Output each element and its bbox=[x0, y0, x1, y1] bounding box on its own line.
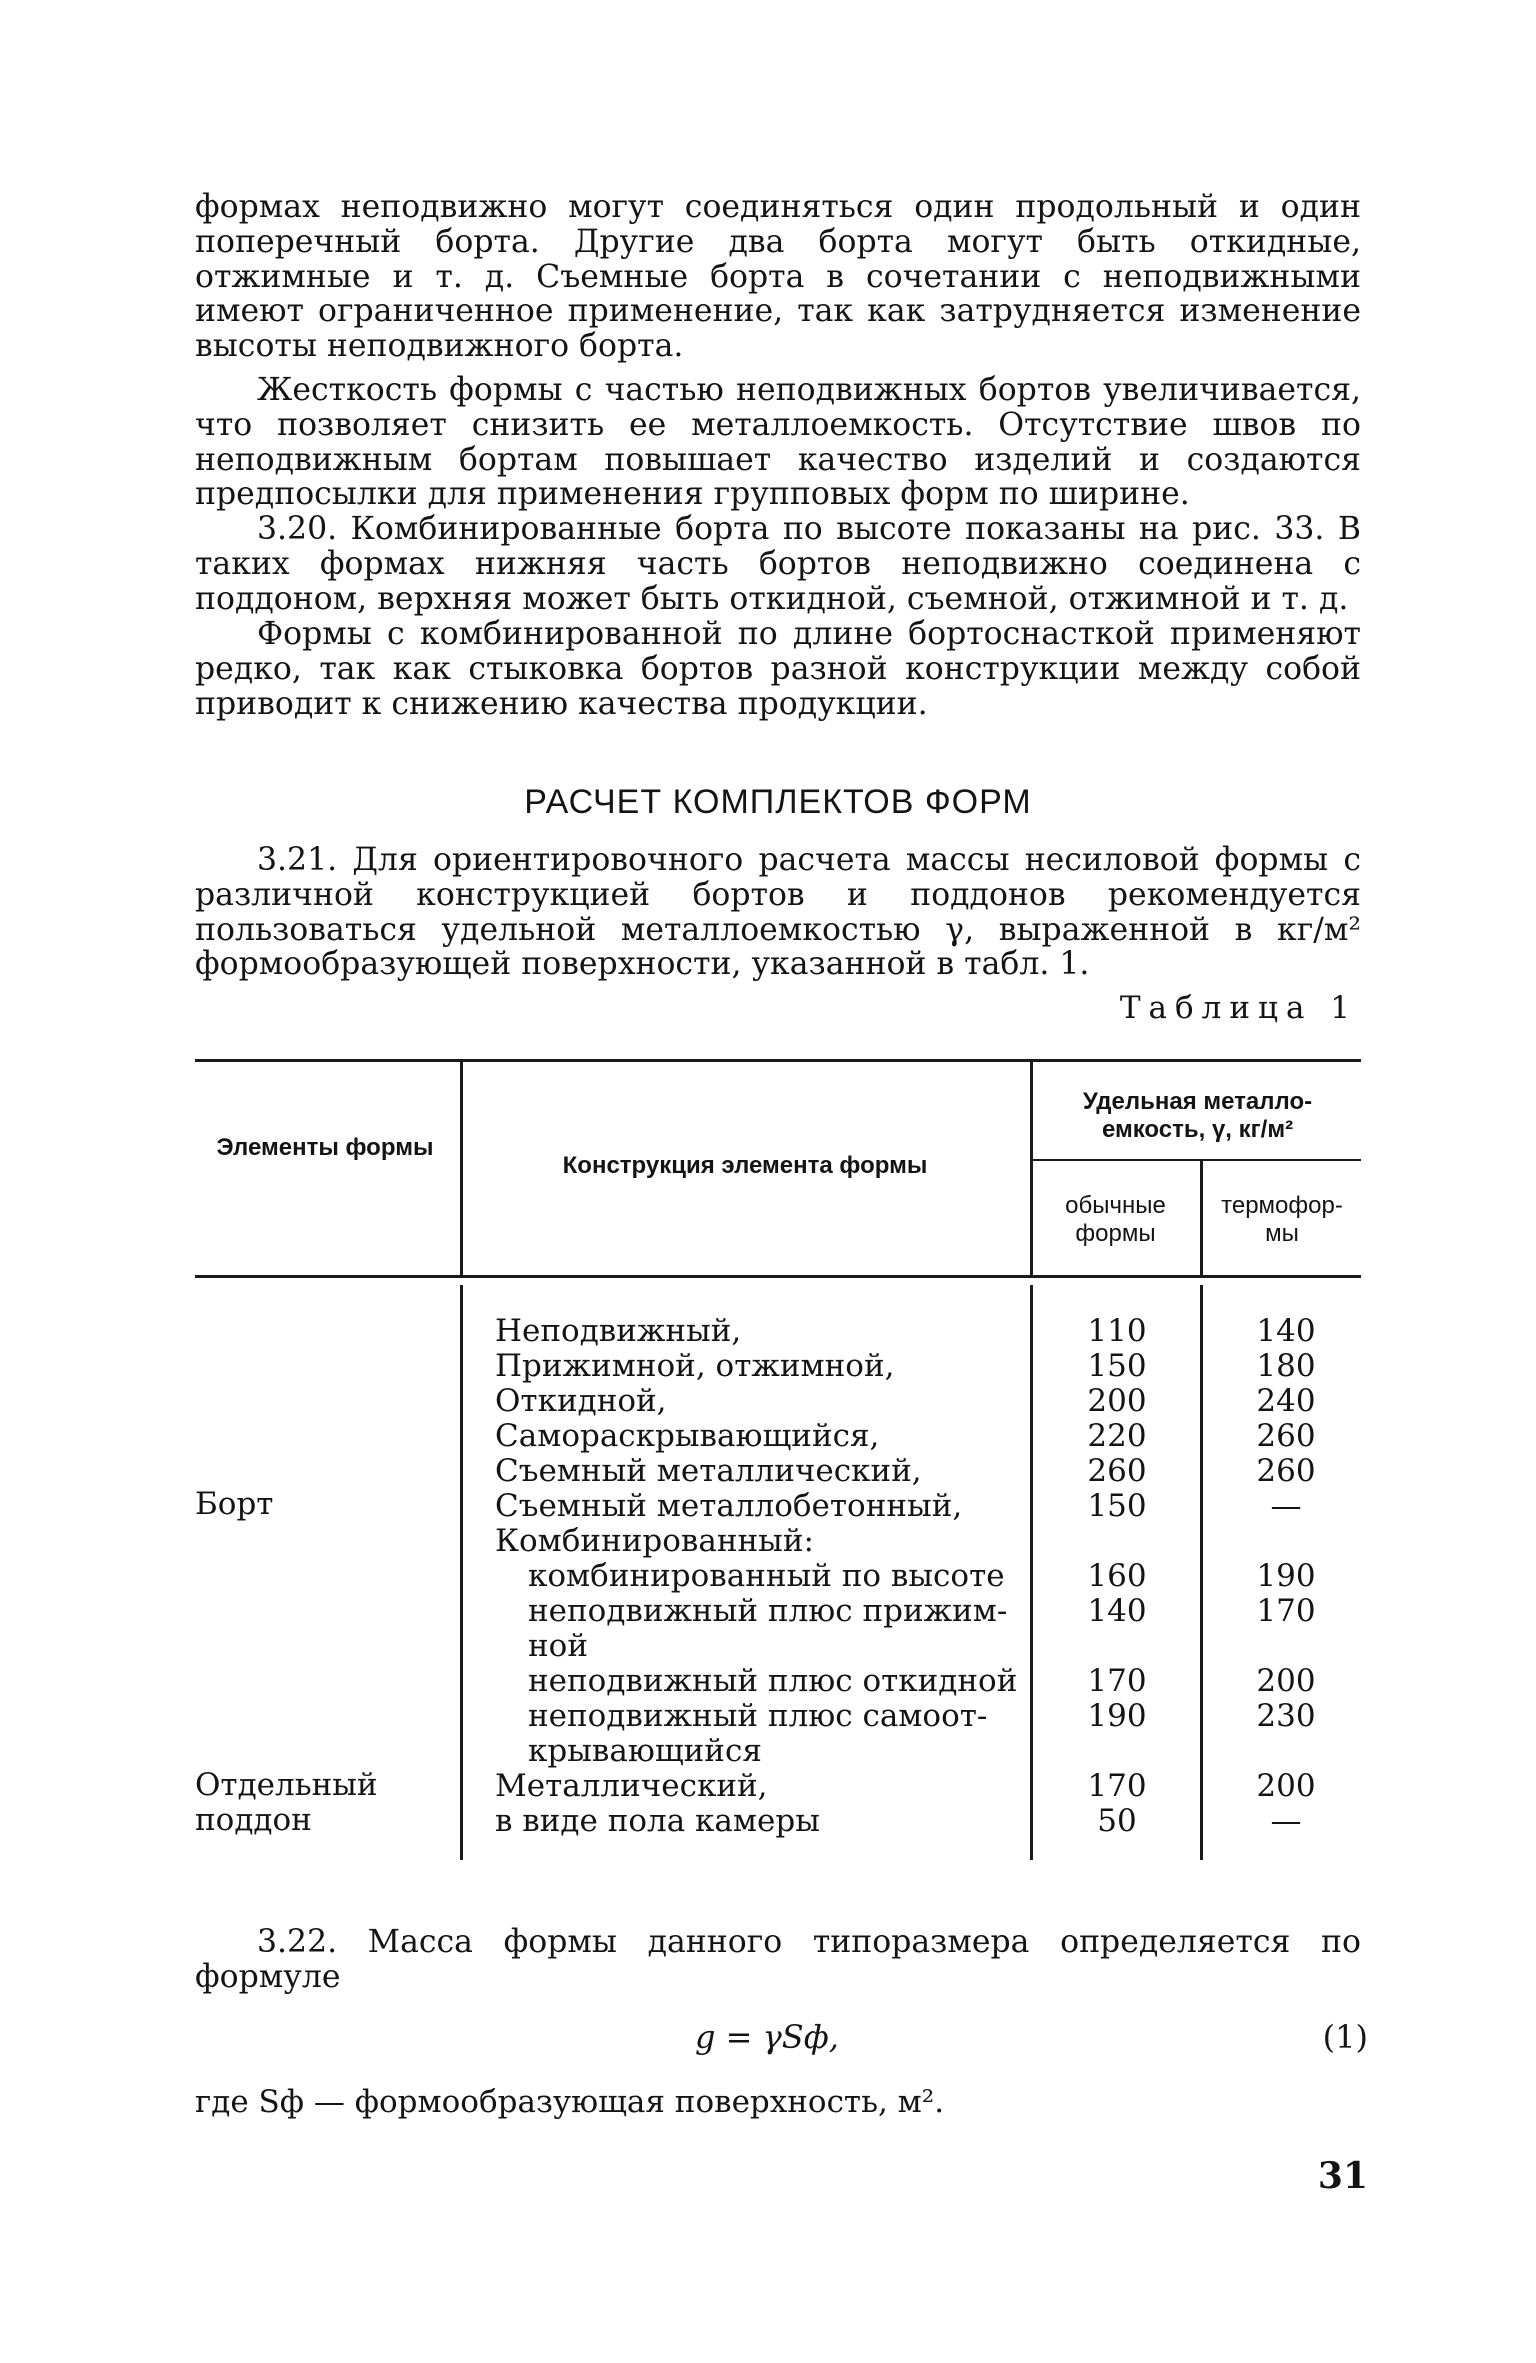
paragraph-3-20: 3.20. Комбинированные борта по высоте показаны на рис. 33. В таких формах нижняя часть бортов неподвижно соединена с поддоном, верхняя может быть откидной, съемной, отжимной и т. д. bbox=[195, 511, 1361, 617]
row-construction: Прижимной, отжимной, bbox=[495, 1348, 895, 1384]
header-divider-2 bbox=[1030, 1062, 1033, 1275]
header-divider-1 bbox=[460, 1062, 463, 1275]
row-thermo: — bbox=[1270, 1488, 1302, 1524]
row-thermo: 180 bbox=[1256, 1348, 1316, 1384]
body-divider-1 bbox=[460, 1285, 463, 1860]
row-ordinary: 190 bbox=[1087, 1698, 1147, 1734]
row-construction: Самораскрывающийся, bbox=[495, 1418, 880, 1454]
header-construction: Конструкция элемента формы bbox=[562, 1152, 928, 1179]
row-thermo: 260 bbox=[1256, 1418, 1316, 1454]
row-thermo: 170 bbox=[1256, 1593, 1316, 1629]
row-thermo: — bbox=[1270, 1803, 1302, 1839]
row-construction: Съемный металлобетонный, bbox=[495, 1488, 963, 1524]
header-thermo: термофор-мы bbox=[1221, 1192, 1343, 1247]
header-specific: Удельная металло-емкость, γ, кг/м² bbox=[1082, 1088, 1313, 1143]
row-ordinary: 140 bbox=[1087, 1593, 1147, 1629]
row-construction: неподвижный плюс прижим- bbox=[528, 1593, 1008, 1629]
row-construction: в виде пола камеры bbox=[495, 1803, 820, 1839]
row-construction: Откидной, bbox=[495, 1383, 667, 1419]
row-construction: Неподвижный, bbox=[495, 1313, 742, 1349]
row-construction: ной bbox=[528, 1628, 588, 1664]
row-thermo: 140 bbox=[1256, 1313, 1316, 1349]
row-ordinary: 110 bbox=[1087, 1313, 1147, 1349]
table-top-rule bbox=[195, 1059, 1361, 1062]
row-thermo: 200 bbox=[1256, 1768, 1316, 1804]
body-divider-3 bbox=[1200, 1285, 1203, 1860]
paragraph-1: формах неподвижно могут соединяться один продольный и один поперечный борта. Другие два борта могут быть откидные, отжимные и т. д. Съемные борта в сочетании с неподвижными имеют ограниченное применение, так как затрудняется изменение высоты неподвижного борта. bbox=[195, 189, 1361, 365]
row-thermo: 230 bbox=[1256, 1698, 1316, 1734]
paragraph-4: Формы с комбинированной по длине бортоснасткой применяют редко, так как стыковка бортов разной конструкции между собой приводит к снижению качества продукции. bbox=[195, 616, 1361, 722]
row-ordinary: 150 bbox=[1087, 1488, 1147, 1524]
row-construction: крывающийся bbox=[528, 1733, 762, 1769]
row-ordinary: 170 bbox=[1087, 1663, 1147, 1699]
row-ordinary: 150 bbox=[1087, 1348, 1147, 1384]
paragraph-2: Жесткость формы с частью неподвижных бортов увеличивается, что позволяет снизить ее металлоемкость. Отсутствие швов по неподвижным бортам повышает качество изделий и создаются предпосылки для применения групповых форм по ширине. bbox=[195, 372, 1361, 513]
row-construction: Комбинированный: bbox=[495, 1523, 814, 1559]
row-construction: неподвижный плюс откидной bbox=[528, 1663, 1018, 1699]
row-construction: Съемный металлический, bbox=[495, 1453, 922, 1489]
row-construction: неподвижный плюс самоот- bbox=[528, 1698, 988, 1734]
row-ordinary: 200 bbox=[1087, 1383, 1147, 1419]
row-thermo: 240 bbox=[1256, 1383, 1316, 1419]
header-elements: Элементы формы bbox=[216, 1134, 434, 1161]
paragraph-3-21: 3.21. Для ориентировочного расчета массы несиловой формы с различной конструкцией бортов и поддонов рекомендуется пользоваться удельной металлоемкостью γ, выраженной в кг/м² формообразующей поверхности, указанной в табл. 1. bbox=[195, 842, 1361, 983]
group-label-bort: Борт bbox=[195, 1486, 274, 1522]
row-ordinary: 160 bbox=[1087, 1558, 1147, 1594]
paragraph-3-22: 3.22. Масса формы данного типоразмера определяется по формуле bbox=[195, 1924, 1361, 1995]
subheader-rule bbox=[1030, 1159, 1361, 1161]
body-divider-2 bbox=[1030, 1285, 1033, 1860]
row-thermo: 260 bbox=[1256, 1453, 1316, 1489]
formula-number: (1) bbox=[1322, 2018, 1368, 2056]
header-divider-3 bbox=[1200, 1161, 1203, 1275]
formula: g = γSф, bbox=[695, 2018, 839, 2056]
header-ordinary: обычные формы bbox=[1065, 1192, 1166, 1247]
row-construction: комбинированный по высоте bbox=[528, 1558, 1005, 1594]
row-thermo: 200 bbox=[1256, 1663, 1316, 1699]
row-ordinary: 170 bbox=[1087, 1768, 1147, 1804]
formula-explanation: где Sф — формообразующая поверхность, м². bbox=[195, 2084, 945, 2120]
group-label-poddon: Отдельный поддон bbox=[195, 1767, 378, 1838]
row-ordinary: 220 bbox=[1087, 1418, 1147, 1454]
row-thermo: 190 bbox=[1256, 1558, 1316, 1594]
row-ordinary: 50 bbox=[1097, 1803, 1137, 1839]
page-number: 31 bbox=[1317, 2155, 1368, 2197]
table-caption: Таблица 1 bbox=[1119, 990, 1358, 1026]
row-construction: Металлический, bbox=[495, 1768, 768, 1804]
section-heading: РАСЧЕТ КОМПЛЕКТОВ ФОРМ bbox=[524, 783, 1032, 821]
row-ordinary: 260 bbox=[1087, 1453, 1147, 1489]
header-bottom-rule bbox=[195, 1275, 1361, 1278]
